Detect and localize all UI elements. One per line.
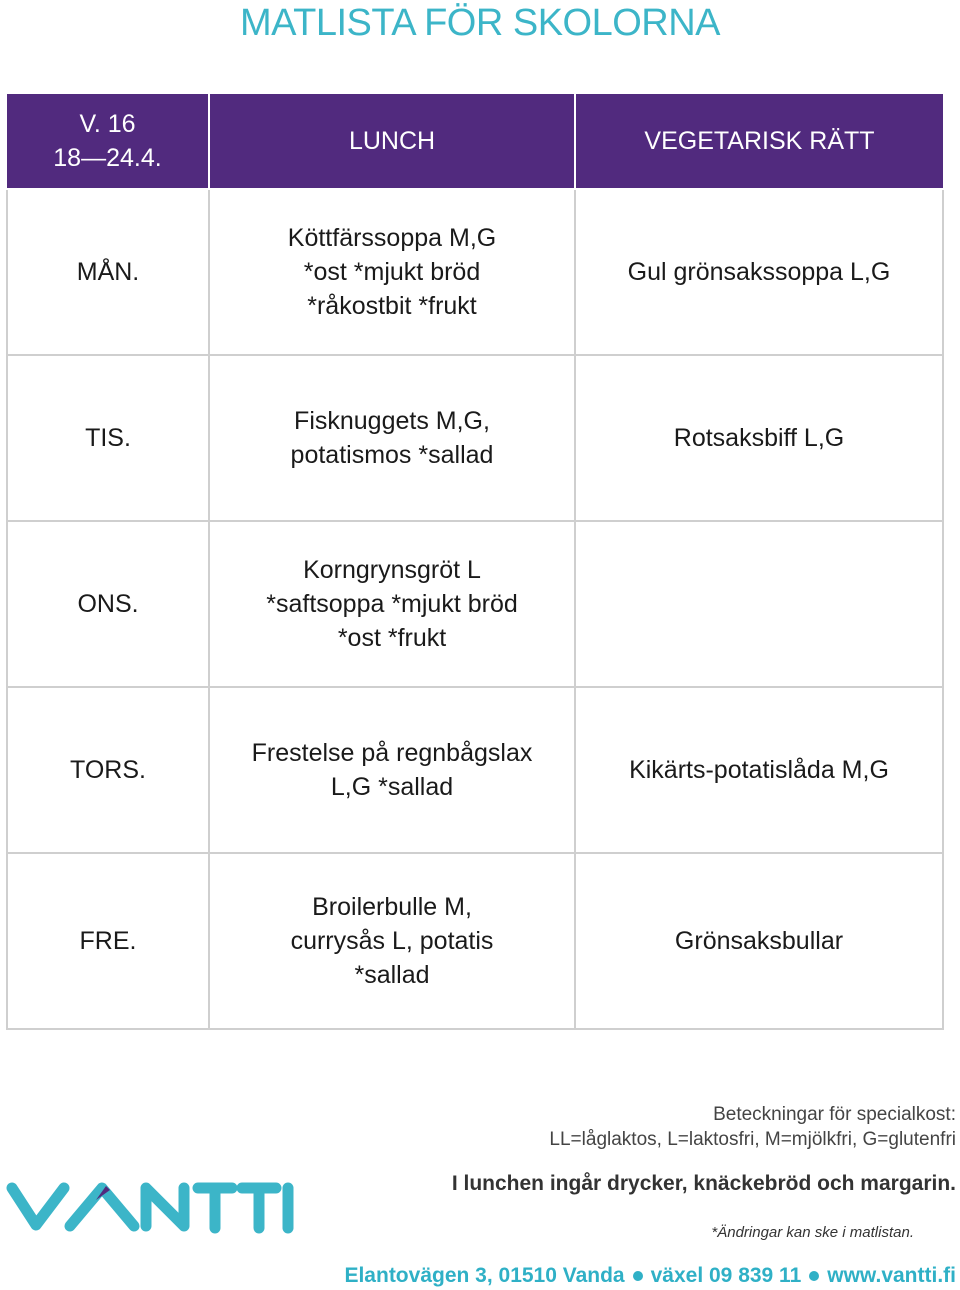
week-number: V. 16: [79, 110, 136, 138]
legend-heading: Beteckningar för specialkost:: [713, 1104, 956, 1125]
vegetarian-dish: Grönsaksbullar: [575, 853, 943, 1029]
vegetarian-dish: Rotsaksbiff L,G: [575, 355, 943, 521]
menu-table: [6, 94, 944, 1030]
vantti-logo: [6, 1170, 294, 1240]
lunch-header: LUNCH: [209, 94, 575, 189]
day-label: TORS.: [7, 687, 209, 853]
vegetarian-dish: [575, 521, 943, 687]
menu-row-wed: [7, 521, 943, 687]
footer-website[interactable]: www.vantti.fi: [827, 1264, 956, 1287]
day-label: FRE.: [7, 853, 209, 1029]
page-title: MATLISTA FÖR SKOLORNA: [239, 2, 721, 44]
menu-row-mon: [7, 189, 943, 355]
footer-address: Elantovägen 3, 01510 Vanda: [344, 1264, 625, 1287]
footer-phone: växel 09 839 11: [650, 1264, 802, 1287]
menu-row-thu: [7, 687, 943, 853]
lunch-dish: Köttfärssoppa M,G *ost *mjukt bröd *råkostbit *frukt: [209, 189, 575, 355]
included-text: I lunchen ingår drycker, knäckebröd och margarin.: [451, 1172, 956, 1195]
vegetarian-header: VEGETARISK RÄTT: [575, 94, 943, 189]
lunch-dish: Korngrynsgröt L *saftsoppa *mjukt bröd *ost *frukt: [209, 521, 575, 687]
day-label: ONS.: [7, 521, 209, 687]
day-label: MÅN.: [7, 189, 209, 355]
week-header: [7, 94, 209, 189]
lunch-dish: Fisknuggets M,G, potatismos *sallad: [209, 355, 575, 521]
menu-row-tue: [7, 355, 943, 521]
bullet-icon: [809, 1271, 819, 1281]
legend-text: LL=låglaktos, L=laktosfri, M=mjölkfri, G=glutenfri: [549, 1129, 956, 1150]
lunch-dish: Frestelse på regnbågslax L,G *sallad: [209, 687, 575, 853]
footer: [344, 1264, 956, 1288]
header-row: [7, 94, 943, 189]
bullet-icon: [633, 1271, 643, 1281]
vegetarian-dish: Gul grönsakssoppa L,G: [575, 189, 943, 355]
lunch-dish: Broilerbulle M, currysås L, potatis *sallad: [209, 853, 575, 1029]
menu-row-fri: [7, 853, 943, 1029]
week-dates: 18—24.4.: [53, 144, 162, 172]
vegetarian-dish: Kikärts-potatislåda M,G: [575, 687, 943, 853]
changes-note: *Ändringar kan ske i matlistan.: [711, 1224, 914, 1241]
day-label: TIS.: [7, 355, 209, 521]
